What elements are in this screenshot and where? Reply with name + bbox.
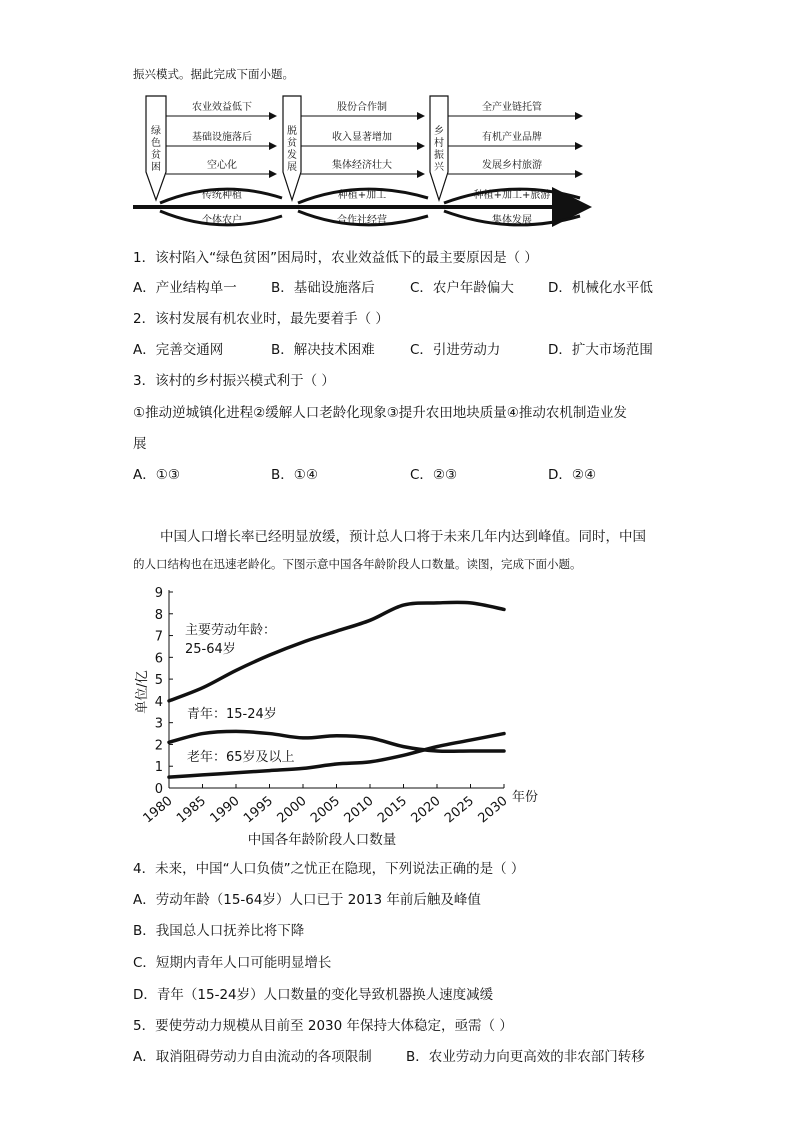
stage1-char: 色 [151,138,161,149]
q1-option-a: A．产业结构单一 [133,280,237,296]
x-tick-label: 1990 [207,793,243,827]
question-2-stem: 2．该村发展有机农业时，最先要着手（ ） [133,311,389,327]
q1-option-b: B．基础设施落后 [271,280,375,296]
question-3-stem: 3．该村的乡村振兴模式利于（ ） [133,373,335,389]
q4-option-c: C．短期内青年人口可能明显增长 [133,955,332,971]
q3-option-a: A．①③ [133,467,180,483]
x-tick-label: 2015 [375,793,411,827]
series-label-labor-1: 主要劳动年龄： [185,623,277,638]
x-tick-label: 2020 [408,793,444,827]
series-line-youth [169,731,504,751]
upper-label: 种植+加工 [337,190,387,201]
question-5-stem: 5．要使劳动力规模从目前至 2030 年保持大体稳定，亟需（ ） [133,1018,513,1034]
population-line-chart [0,580,794,860]
q4-option-a: A．劳动年龄（15-64岁）人口已于 2013 年前后触及峰值 [133,892,481,908]
q3-option-d: D．②④ [548,467,597,483]
y-tick-label: 1 [154,760,163,776]
q2-option-d: D．扩大市场范围 [548,342,653,358]
q3-option-c: C．②③ [410,467,458,483]
question-1-stem: 1．该村陷入“绿色贫困”困局时，农业效益低下的最主要原因是（ ） [133,250,538,266]
y-tick-label: 2 [154,738,163,754]
q4-option-b: B．我国总人口抚养比将下降 [133,923,305,939]
stage3-char: 乡 [434,126,444,137]
y-axis-label: 单位/亿 [135,670,150,714]
series-label-youth: 青年：15-24岁 [187,707,277,722]
stage1-char: 困 [151,162,161,173]
question-3-items-cont: 展 [133,436,147,452]
q3-option-b: B．①④ [271,467,318,483]
x-tick-label: 2000 [274,793,310,827]
q2-option-a: A．完善交通网 [133,342,224,358]
q1-option-d: D．机械化水平低 [548,280,653,296]
lower-label: 集体发展 [492,215,532,226]
y-tick-label: 5 [154,673,163,689]
q4-option-d: D．青年（15-24岁）人口数量的变化导致机器换人速度减缓 [133,987,494,1003]
x-tick-label: 2005 [308,793,344,827]
q2-option-b: B．解决技术困难 [271,342,375,358]
y-tick-label: 0 [154,782,163,797]
stage1-char: 贫 [151,150,161,161]
arrow-label: 全产业链托管 [482,102,542,113]
arrow-label: 空心化 [207,160,237,171]
x-tick-label: 1995 [241,793,277,827]
stage2-char: 发 [287,150,297,161]
y-tick-label: 6 [154,651,163,667]
stage3-char: 村 [434,138,444,149]
stage3-char: 兴 [434,162,444,173]
stage1-char: 绿 [151,126,161,137]
stage2-char: 展 [287,162,297,173]
x-axis-unit: 年份 [512,790,539,805]
arrow-label: 有机产业品牌 [482,132,542,143]
arrow-label: 集体经济壮大 [332,160,392,171]
y-tick-label: 3 [154,716,163,732]
y-tick-label: 9 [154,586,163,601]
q2-option-c: C．引进劳动力 [410,342,501,358]
passage-line-2: 的人口结构也在迅速老龄化。下图示意中国各年龄阶段人口数量。读图，完成下面小题。 [133,557,582,571]
arrow-label: 股份合作制 [337,102,387,113]
q5-option-b: B．农业劳动力向更高效的非农部门转移 [406,1049,645,1065]
stage3-char: 振 [434,150,444,161]
upper-label: 传统种植 [202,190,242,201]
series-label-elderly: 老年：65岁及以上 [187,750,295,765]
question-4-stem: 4．未来，中国“人口负债”之忧正在隐现，下列说法正确的是（ ） [133,861,525,877]
lower-label: 合作社经营 [337,215,387,226]
question-3-items: ①推动逆城镇化进程②缓解人口老龄化现象③提升农田地块质量④推动农机制造业发 [133,405,627,421]
x-tick-label: 1985 [174,793,210,827]
stage2-char: 贫 [287,138,297,149]
y-tick-label: 7 [154,629,163,645]
passage-line-1: 中国人口增长率已经明显放缓，预计总人口将于未来几年内达到峰值。同时，中国 [160,529,646,545]
arrow-label: 收入显著增加 [332,132,392,143]
arrow-label: 发展乡村旅游 [482,160,542,171]
x-tick-label: 1980 [140,793,176,827]
lower-label: 个体农户 [202,215,242,226]
y-tick-label: 8 [154,607,163,623]
x-tick-label: 2010 [341,793,377,827]
chart-title: 中国各年龄阶段人口数量 [247,832,397,848]
q5-option-a: A．取消阻碍劳动力自由流动的各项限制 [133,1049,372,1065]
x-tick-label: 2030 [475,793,511,827]
intro-text: 振兴模式。据此完成下面小题。 [133,67,294,81]
x-tick-label: 2025 [442,793,478,827]
rural-development-diagram [0,90,794,230]
series-label-labor-2: 25-64岁 [185,642,236,657]
arrow-label: 基础设施落后 [192,132,252,143]
q1-option-c: C．农户年龄偏大 [410,280,514,296]
y-tick-label: 4 [154,694,163,710]
arrow-label: 农业效益低下 [192,102,252,113]
stage2-char: 脱 [287,126,297,137]
upper-label: 种植+加工+旅游 [473,190,551,201]
